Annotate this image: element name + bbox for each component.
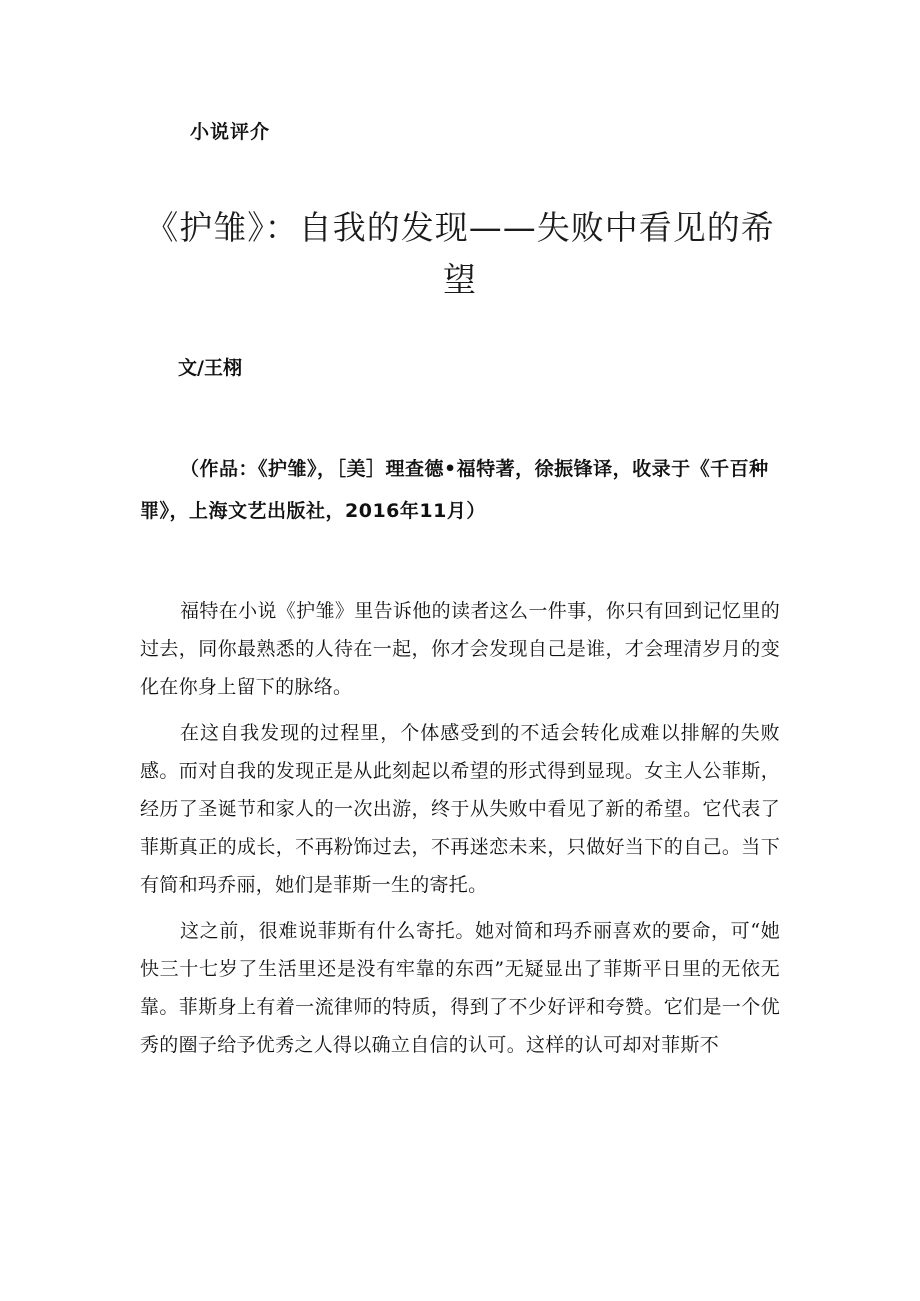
- section-label: 小说评介: [190, 121, 271, 143]
- author-byline: 文/王栩: [178, 357, 242, 379]
- source-citation: （作品：《护雏》，［美］理查德•福特著，徐振锋译，收录于《千百种罪》，上海文艺出版社，2016年11月）: [140, 458, 769, 522]
- article-body: [140, 592, 780, 1072]
- body-paragraph-3: 这之前，很难说菲斯有什么寄托。她对简和玛乔丽喜欢的要命，可“她快三十七岁了生活里还是没有牢靠的东西”无疑显出了菲斯平日里的无依无靠。菲斯身上有着一流律师的特质，得到了不少好评和夸赞。它们是一个优秀的圈子给予优秀之人得以确立自信的认可。这样的认可却对菲斯不: [140, 920, 780, 1056]
- body-paragraph-1: 福特在小说《护雏》里告诉他的读者这么一件事，你只有回到记忆里的过去，同你最熟悉的人待在一起，你才会发现自己是谁，才会理清岁月的变化在你身上留下的脉络。: [140, 600, 780, 698]
- article-title: 《护雏》：自我的发现——失败中看见的希望: [145, 208, 775, 299]
- body-paragraph-2: 在这自我发现的过程里，个体感受到的不适会转化成难以排解的失败感。而对自我的发现正是从此刻起以希望的形式得到显现。女主人公菲斯，经历了圣诞节和家人的一次出游，终于从失败中看见了新的希望。它代表了菲斯真正的成长，不再粉饰过去，不再迷恋未来，只做好当下的自己。当下有简和玛乔丽，她们是菲斯一生的寄托。: [140, 722, 780, 896]
